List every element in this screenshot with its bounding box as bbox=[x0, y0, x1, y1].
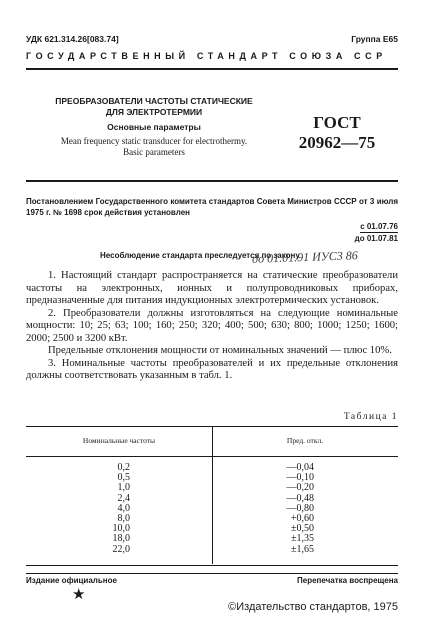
group-code: Группа Е65 bbox=[351, 34, 398, 44]
table-cell-deviation: ±0,50 bbox=[291, 523, 314, 535]
english-title-line-1: Mean frequency static transducer for electrothermy. bbox=[60, 136, 248, 146]
table-cell-deviation: —0,80 bbox=[286, 502, 314, 514]
table-cell-deviation: —0,04 bbox=[286, 462, 314, 473]
title-line-1: ПРЕОБРАЗОВАТЕЛИ ЧАСТОТЫ СТАТИЧЕСКИЕ bbox=[55, 96, 253, 106]
star-icon: ★ bbox=[72, 587, 86, 603]
footer-divider bbox=[26, 573, 398, 574]
frequency-column bbox=[60, 463, 130, 555]
publisher-copyright: ©Издательство стандартов, 1975 bbox=[228, 601, 398, 613]
reprint-note: Перепечатка воспрещена bbox=[297, 576, 398, 585]
table-cell-frequency: 8,0 bbox=[117, 513, 130, 525]
table-cell-deviation: —0,20 bbox=[286, 482, 314, 494]
gost-label: ГОСТ bbox=[313, 113, 361, 132]
table-cell-frequency: 4,0 bbox=[117, 502, 130, 514]
table-cell-deviation: ±1,65 bbox=[291, 543, 314, 555]
table-header-frequency: Номинальные частоты bbox=[82, 436, 156, 445]
valid-from-date: с 01.07.76 bbox=[360, 222, 398, 231]
edition-note: Издание официальное bbox=[26, 576, 117, 585]
deviation-column bbox=[252, 463, 314, 555]
header-divider bbox=[26, 68, 398, 70]
gost-designation bbox=[296, 113, 378, 153]
gost-number: 20962—75 bbox=[298, 133, 376, 152]
valid-to-date: до 01.07.81 bbox=[354, 234, 398, 243]
subtitle: Основные параметры bbox=[107, 122, 201, 132]
table-cell-deviation: ±1,35 bbox=[291, 533, 314, 545]
table-cell-frequency: 0,5 bbox=[117, 472, 130, 484]
table-column-divider bbox=[212, 426, 213, 564]
body-text bbox=[26, 270, 398, 383]
table-cell-deviation: —0,48 bbox=[286, 492, 314, 504]
handwritten-annotation: до 01.01.91 ИУС3 86 bbox=[251, 248, 359, 266]
english-title bbox=[40, 136, 268, 158]
table-header-deviation: Пред. откл. bbox=[286, 436, 324, 445]
table-cell-frequency: 18,0 bbox=[112, 533, 130, 545]
title-divider bbox=[26, 180, 398, 182]
table-cell-deviation: +0,60 bbox=[290, 513, 314, 525]
standard-org-title: ГОСУДАРСТВЕННЫЙ СТАНДАРТ СОЮЗА ССР bbox=[26, 51, 387, 61]
paragraph-3: Предельные отклонения мощности от номинальных значений — плюс 10%. bbox=[48, 345, 392, 356]
table-cell-frequency: 22,0 bbox=[112, 543, 130, 555]
table-cell-frequency: 1,0 bbox=[117, 482, 130, 494]
english-title-line-2: Basic parameters bbox=[123, 147, 185, 157]
paragraph-4: 3. Номинальные частоты преобразователей и их предельные отклонения должны соответствовать указанным в табл. 1. bbox=[26, 357, 398, 381]
paragraph-1: 1. Настоящий стандарт распространяется на статические преобразователи частоты на электронных, ионных и полупроводниковых приборах, предназначенные для питания индукционных электротермических установок. bbox=[26, 270, 398, 306]
title-line-2: ДЛЯ ЭЛЕКТРОТЕРМИИ bbox=[105, 107, 203, 117]
legal-notice: Несоблюдение стандарта преследуется по закону bbox=[100, 251, 300, 260]
table-cell-frequency: 2,4 bbox=[117, 492, 130, 504]
table-cell-frequency: 0,2 bbox=[117, 462, 130, 473]
decree-text: Постановлением Государственного комитета стандартов Совета Министров СССР от 3 июля 1975 г. № 1698 срок действия установлен bbox=[26, 197, 398, 217]
table-cell-frequency: 10,0 bbox=[112, 523, 130, 535]
udk-code: УДК 621.314.26[083.74] bbox=[26, 34, 119, 44]
paragraph-2: 2. Преобразователи должны изготовляться на следующие номинальные мощности: 10; 25; 63; 100; 160; 250; 320; 400; 500; 630; 800; 1000; 1250; 1600; 2000; 2500 и 3200 кВт. bbox=[26, 307, 398, 344]
table-caption: Таблица 1 bbox=[343, 412, 398, 422]
document-title-block bbox=[40, 96, 268, 158]
table-cell-deviation: —0,10 bbox=[286, 472, 314, 484]
